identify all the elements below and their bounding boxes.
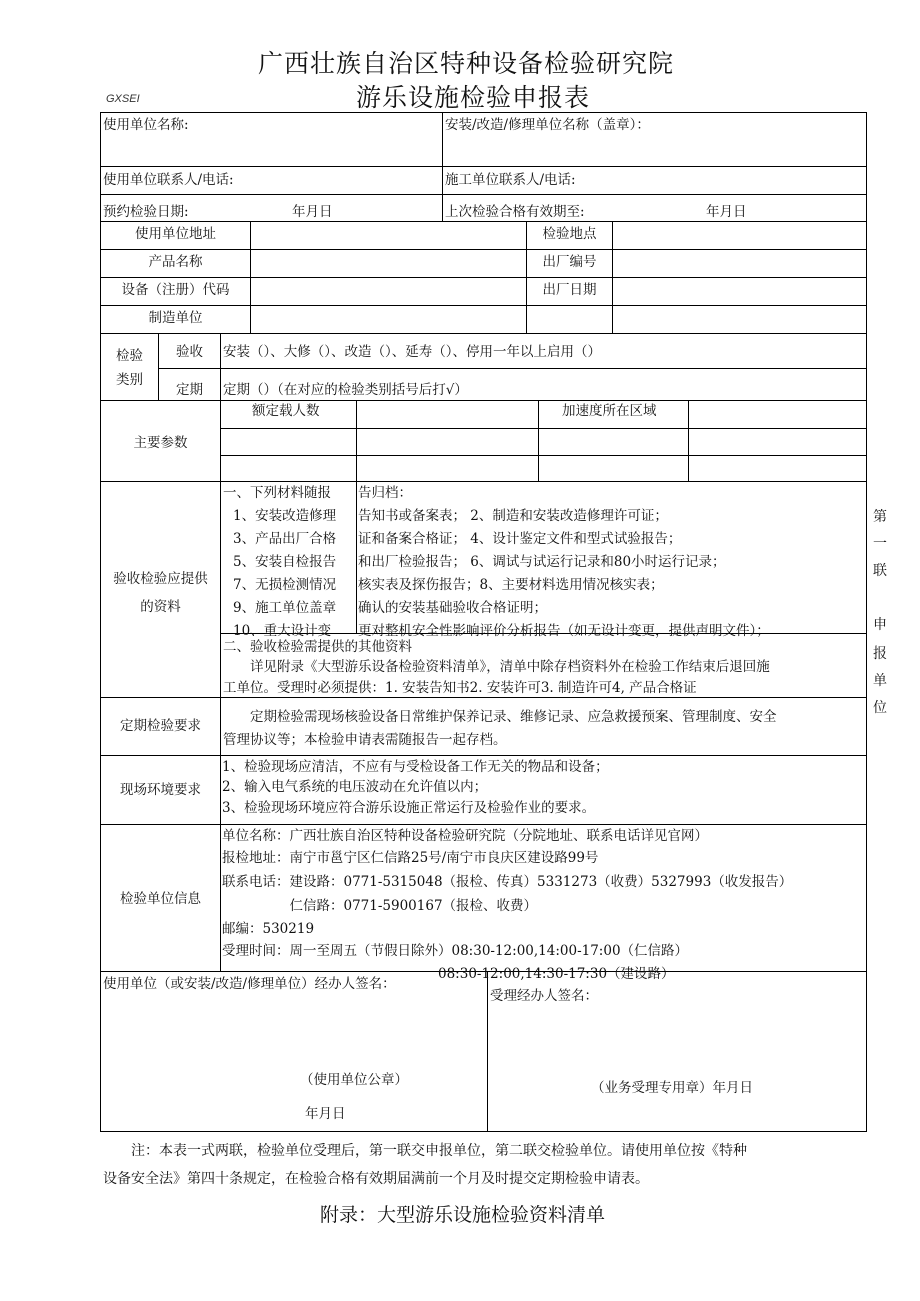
accel-zone-label: 加速度所在区域	[562, 403, 657, 419]
materials-right-column	[357, 482, 866, 639]
site-env-label: 现场环境要求	[120, 782, 201, 798]
materials-label-line1: 验收检验应提供	[113, 571, 208, 587]
materials-section2	[221, 634, 866, 697]
appointment-date-label: 预约检验日期:	[103, 204, 189, 220]
business-seal-date: （业务受理专用章）年月日	[591, 1080, 753, 1096]
list-item: 告知书或备案表； 2、制造和安装改造修理许可证；	[358, 508, 668, 524]
user-contact-label: 使用单位联系人/电话:	[103, 172, 234, 188]
factory-no-label: 出厂编号	[542, 254, 597, 270]
footer-note-line1: 注：本表一式两联，检验单位受理后，第一联交申报单位，第二联交检验单位。请使用单位按《特种	[103, 1143, 747, 1159]
construct-contact-label: 施工单位联系人/电话:	[445, 172, 576, 188]
rated-load-label: 额定载人数	[252, 403, 320, 419]
footer-note-line2: 设备安全法》第四十条规定，在检验合格有效期届满前一个月及时提交定期检验申请表。	[103, 1171, 649, 1187]
list-item: 确认的安装基础验收合格证明；	[358, 600, 547, 616]
periodic-req-label: 定期检验要求	[120, 718, 201, 734]
info-line: 邮编：530219	[222, 921, 315, 937]
applicant-sign-date: 年月日	[305, 1106, 346, 1122]
acceptance-label: 验收	[176, 344, 203, 360]
info-line: 08:30-12:00,14:30-17:30（建设路）	[222, 966, 675, 982]
category-label-line2: 类别	[116, 372, 143, 388]
periodic-req-line2: 管理协议等；本检验申请表需随报告一起存档。	[223, 732, 507, 748]
list-item: 9、施工单位盖章	[233, 600, 337, 616]
applicant-signature-label: 使用单位（或安装/改造/修理单位）经办人签名：	[103, 976, 396, 992]
periodic-req-line1: 定期检验需现场核验设备日常维护保养记录、维修记录、应急救援预案、管理制度、安全	[223, 709, 777, 725]
section2-line2: 工单位。受理时必须提供：1. 安装告知书2. 安装许可3. 制造许可4, 产品合格证	[223, 680, 697, 696]
user-unit-seal: （使用单位公章）	[300, 1072, 408, 1088]
inspect-place-label: 检验地点	[542, 226, 597, 242]
product-name-label: 产品名称	[148, 254, 203, 270]
user-unit-label: 使用单位名称:	[103, 117, 189, 133]
list-item: 10、重大设计变	[233, 623, 332, 639]
acceptance-options: 安装（）、大修（）、改造（）、延寿（）、停用一年以上启用（）	[223, 344, 601, 360]
list-item: 5、安装自检报告	[233, 554, 337, 570]
list-item: 2、输入电气系统的电压波动在允许值以内；	[222, 779, 488, 795]
periodic-req-content	[221, 698, 866, 755]
info-line: 仁信路：0771-5900167（报检、收费）	[222, 898, 538, 914]
section1-title-right: 告归档：	[358, 485, 412, 501]
periodic-option: 定期（）（在对应的检验类别括号后打√）	[223, 382, 468, 398]
info-line: 报检地址：南宁市邕宁区仁信路25号/南宁市良庆区建设路99号	[222, 850, 599, 866]
list-item: 核实表及探伤报告；8、主要材料选用情况核实表；	[358, 577, 664, 593]
materials-label-line2: 的资料	[140, 599, 181, 615]
info-line: 单位名称：广西壮族自治区特种设备检验研究院（分院地址、联系电话详见官网）	[222, 828, 708, 844]
list-item: 3、检验现场环境应符合游乐设施正常运行及检验作业的要求。	[222, 800, 596, 816]
maker-label: 制造单位	[148, 310, 203, 326]
form-title: 游乐设施检验申报表	[356, 83, 591, 112]
section2-title: 二、验收检验需提供的其他资料	[223, 639, 412, 655]
list-item: 3、产品出厂合格	[233, 531, 337, 547]
last-valid-label: 上次检验合格有效期至:	[445, 204, 585, 220]
device-code-label: 设备（注册）代码	[121, 282, 230, 298]
list-item: 和出厂检验报告； 6、调试与试运行记录和80小时运行记录；	[358, 554, 726, 570]
info-line: 联系电话：建设路：0771-5315048（报检、传真）5331273（收费）5327993（收发报告）	[222, 874, 793, 890]
gxsei-logo: GXSEI	[106, 93, 140, 105]
materials-left-column	[221, 482, 356, 639]
list-item: 1、检验现场应清洁，不应有与受检设备工作无关的物品和设备；	[222, 759, 609, 775]
appointment-date-value: 年月日	[292, 204, 333, 220]
section1-title-left: 一、下列材料随报	[223, 485, 331, 501]
inspector-info-label: 检验单位信息	[120, 891, 201, 907]
inspector-info-content	[221, 825, 866, 982]
periodic-label: 定期	[176, 382, 203, 398]
info-line: 受理时间：周一至周五（节假日除外）08:30-12:00,14:00-17:00（仁信路）	[222, 943, 689, 959]
list-item: 1、安装改造修理	[233, 508, 337, 524]
list-item: 7、无损检测情况	[233, 577, 337, 593]
main-params-label: 主要参数	[133, 435, 188, 451]
user-address-label: 使用单位地址	[135, 226, 216, 242]
appendix-title: 附录：大型游乐设施检验资料清单	[320, 1204, 606, 1226]
list-item: 证和备案合格证； 4、设计鉴定文件和型式试验报告；	[358, 531, 682, 547]
factory-date-label: 出厂日期	[542, 282, 597, 298]
section2-line1: 详见附录《大型游乐设备检验资料清单》，清单中除存档资料外在检验工作结束后退回施	[223, 659, 770, 675]
install-unit-label: 安装/改造/修理单位名称（盖章）：	[445, 117, 650, 133]
category-label-line1: 检验	[116, 348, 143, 364]
last-valid-value: 年月日	[706, 204, 747, 220]
org-title: 广西壮族自治区特种设备检验研究院	[258, 49, 675, 78]
list-item: 更对整机安全性影响评价分析报告（如无设计变更，提供声明文件）；	[358, 623, 770, 639]
receiver-signature-label: 受理经办人签名：	[490, 988, 598, 1004]
